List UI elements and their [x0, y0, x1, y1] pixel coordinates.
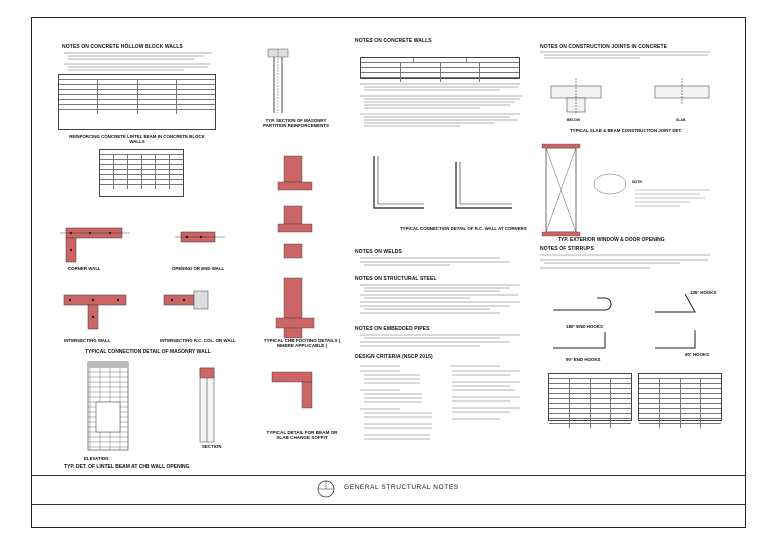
hook-table-right: [638, 373, 722, 421]
caption-chb-footing: TYPICAL CHB FOOTING DETAILS ( WHERE APPLICABLE ): [263, 338, 341, 349]
heading-embedded-pipes: NOTES ON EMBEDDED PIPES: [355, 326, 430, 332]
heading-welds: NOTES ON WELDS: [355, 249, 402, 255]
hook-table-left: [548, 373, 632, 421]
caption-masonry-connection: TYPICAL CONNECTION DETAIL OF MASONRY WALL: [85, 349, 211, 355]
heading-construction-joints: NOTES ON CONSTRUCTION JOINTS IN CONCRETE: [540, 44, 668, 50]
label-below: BELOW: [567, 118, 581, 122]
intersecting-rc-detail: [160, 285, 240, 337]
caption-hooks-90: 90° END HOOKS: [566, 357, 601, 362]
caption-beam-slab-soffit: TYPICAL DETAIL FOR BEAM OR SLAB CHANGE SOFFIT: [266, 430, 338, 441]
slab-beam-joint-detail: [545, 64, 715, 120]
design-criteria-lines: [360, 362, 530, 462]
lintel-elevation: [80, 362, 150, 454]
caption-window-door: TYP. EXTERIOR WINDOW & DOOR OPENING: [558, 237, 665, 243]
beam-slab-soffit-detail: [268, 362, 338, 416]
caption-intersecting-rc: INTERSECTING R.C. COL. OR WALL: [160, 338, 236, 343]
pipes-notes-lines: [360, 333, 525, 355]
heading-design-criteria: DESIGN CRITERIA (NSCP 2015): [355, 354, 433, 360]
lintel-section: [190, 362, 240, 448]
caption-hooks-135: 135° HOOKS: [690, 290, 717, 295]
concrete-walls-table: [360, 57, 520, 79]
caption-hooks-90b: 90° HOOKS: [685, 352, 709, 357]
sheet-title: GENERAL STRUCTURAL NOTES: [344, 484, 459, 491]
concrete-walls-notes-lines: [360, 82, 525, 146]
partition-reinforcement-detail: [258, 45, 318, 117]
caption-slab-beam-joint: TYPICAL SLAB & BEAM CONSTRUCTION JOINT DET.: [570, 128, 682, 133]
heading-structural-steel: NOTES ON STRUCTURAL STEEL: [355, 276, 437, 282]
caption-partition-reinf: TYP. SECTION OF MASONRY PARTITION REINFORCEMENTS: [263, 118, 329, 129]
rc-wall-corner-detail: [360, 148, 530, 222]
caption-opening-end-wall: OPENING OR END WALL: [172, 266, 225, 271]
caption-connection-rc-walls: TYPICAL CONNECTION DETAIL OF R.C. WALL AT CORNERS: [400, 226, 527, 231]
heading-concrete-walls: NOTES ON CONCRETE WALLS: [355, 38, 432, 44]
steel-notes-lines: [360, 283, 525, 323]
chb-footing-stack: [270, 148, 340, 268]
caption-hooks-180: 180° END HOOKS: [566, 324, 603, 329]
window-door-opening-detail: [540, 144, 720, 236]
label-slab: SLAB: [676, 118, 686, 122]
heading-stirrups: NOTES OF STIRRUPS: [540, 246, 594, 252]
lintel-schedule-table: [99, 149, 184, 197]
intersecting-wall-detail: [60, 285, 140, 337]
caption-section: SECTION: [202, 444, 222, 449]
caption-elevation: ELEVATION: [84, 456, 109, 461]
opening-end-wall-detail: [175, 222, 235, 266]
welds-notes-lines: [360, 256, 520, 268]
caption-reinforcing-lintel: REINFORCING CONCRETE LINTEL BEAM IN CONCRETE BLOCK WALLS: [69, 134, 205, 145]
label-note: NOTE:: [632, 180, 643, 184]
joints-notes-lines: [540, 50, 720, 62]
north-arrow-icon: [316, 479, 336, 499]
stirrups-notes-lines: [540, 253, 720, 275]
caption-lintel-beam: TYP. DET. OF LINTEL BEAM AT CHB WALL OPENING: [64, 464, 190, 470]
corner-wall-detail: [60, 220, 140, 268]
caption-corner-wall: CORNER WALL: [68, 266, 101, 271]
caption-intersecting-wall: INTERSECTING WALL: [64, 338, 111, 343]
chb-reinforcement-schedule: [58, 74, 216, 130]
heading-chb-walls: NOTES ON CONCRETE HOLLOW BLOCK WALLS: [62, 44, 183, 50]
